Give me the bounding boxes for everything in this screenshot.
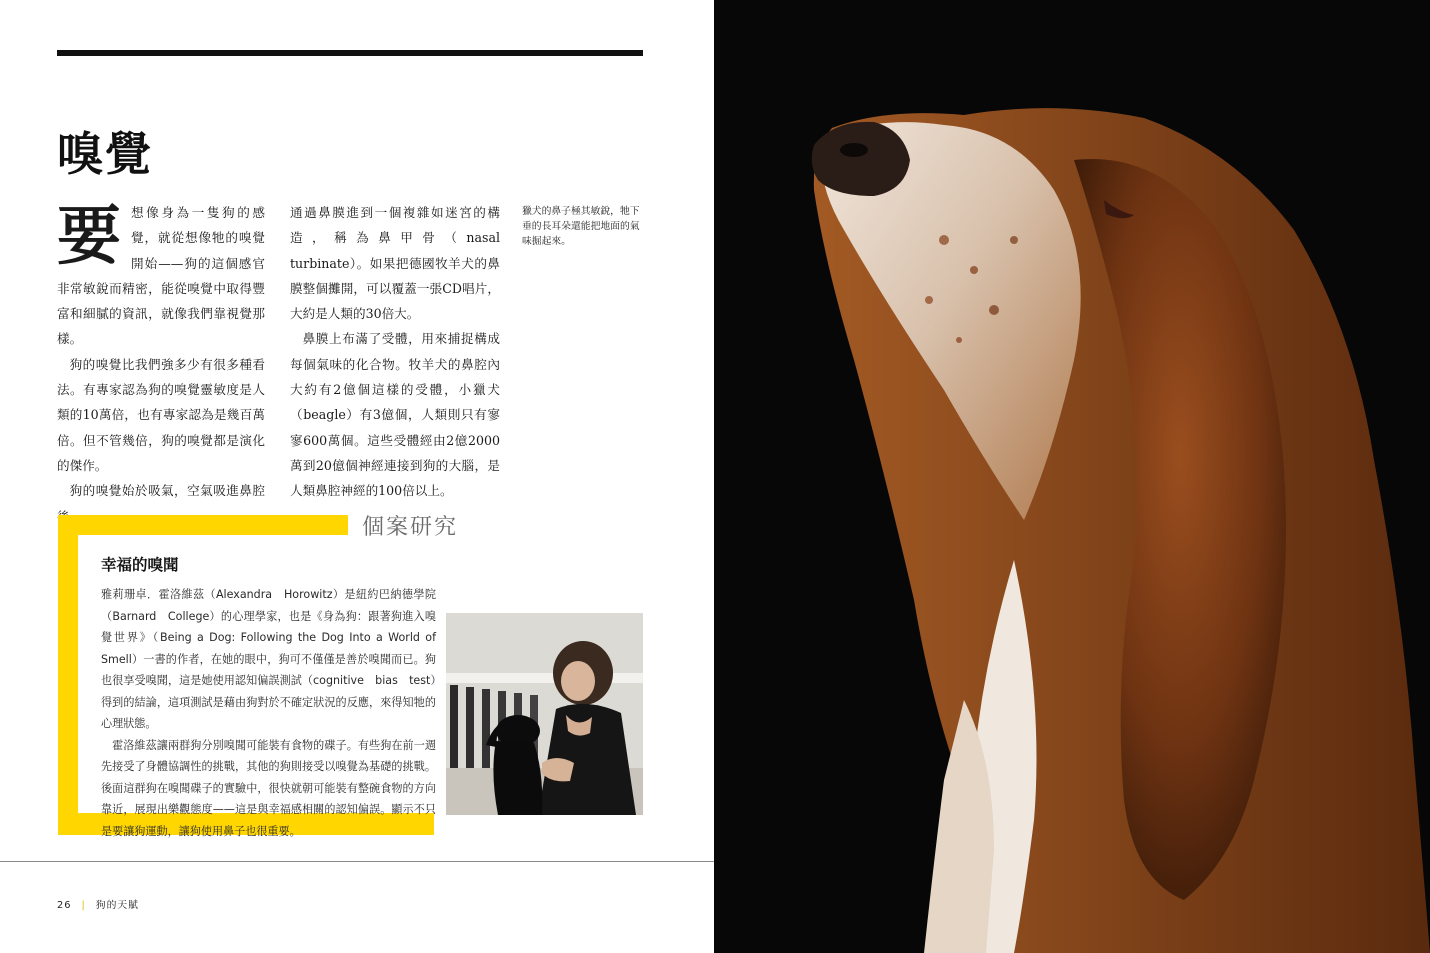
article-column-2 bbox=[290, 200, 500, 504]
top-rule bbox=[57, 50, 643, 56]
folio-separator: | bbox=[81, 900, 86, 911]
page-title: 嗅覺 bbox=[57, 127, 153, 181]
folio bbox=[57, 897, 139, 911]
case-study-photo bbox=[446, 613, 643, 815]
case-study-label: 個案研究 bbox=[362, 515, 459, 540]
case-frame-top bbox=[58, 515, 348, 535]
section-name: 狗的天賦 bbox=[95, 900, 139, 911]
photo-caption: 獵犬的鼻子極其敏銳，牠下垂的長耳朵還能把地面的氣味掘起來。 bbox=[522, 206, 640, 247]
article-paragraph: 通過鼻膜進到一個複雜如迷宮的構造，稱為鼻甲骨（nasal turbinate）。如果把德國牧羊犬的鼻膜整個攤開，可以覆蓋一張CD唱片，大約是人類的30倍大。 bbox=[290, 205, 500, 322]
article-paragraph: 狗的嗅覺始於吸氣，空氣吸進鼻腔 bbox=[69, 483, 265, 499]
basset-hound-illustration bbox=[714, 0, 1430, 953]
case-study-body bbox=[101, 584, 643, 842]
article-paragraph: 想像身為一隻狗的感覺，就從想像牠的嗅覺開始——狗的這個感官非常敏銳而精密，能從嗅覺中取得豐富和細膩的資訊，就像我們靠視覺那樣。 bbox=[57, 205, 265, 347]
drop-cap: 要 bbox=[57, 199, 121, 274]
case-study-title: 幸福的嗅聞 bbox=[101, 556, 179, 574]
article-paragraph: 狗的嗅覺比我們強多少有很多種看法。有專家認為狗的嗅覺靈敏度是人類的10萬倍，也有專家認為是幾百萬倍。但不管幾倍，狗的嗅覺都是演化的傑作。 bbox=[57, 356, 265, 473]
article-paragraph: 鼻膜上布滿了受體，用來捕捉構成每個氣味的化合物。牧羊犬的鼻腔內大約有2億個這樣的受體，小獵犬（beagle）有3億個，人類則只有寥寥600萬個。這些受體經由2億2000萬到20億個神經連接到狗的大腦，是人類鼻腔神經的100倍以上。 bbox=[290, 331, 500, 499]
case-frame-left bbox=[58, 515, 78, 835]
footer-rule bbox=[0, 861, 714, 862]
article-column-1 bbox=[57, 200, 265, 529]
case-study-paragraph: 霍洛維茲讓兩群狗分別嗅聞可能裝有食物的碟子。有些狗在前一週先接受了身體協調性的挑戰，其他的狗則接受以嗅覺為基礎的挑戰。後面這群狗在嗅聞碟子的實驗中，很快就朝可能裝有整碗食物的方向靠近，展現出樂觀態度——這是與幸福感相關的認知偏誤。顯示不只是要讓狗運動，讓狗使用鼻子也很重要。 bbox=[101, 738, 436, 838]
left-page bbox=[0, 0, 714, 953]
page-number: 26 bbox=[57, 900, 72, 911]
woman-with-dog-photo bbox=[446, 613, 643, 815]
case-study-paragraph: 雅莉珊卓．霍洛維茲（Alexandra Horowitz）是紐約巴納德學院（Barnard College）的心理學家，也是《身為狗：跟著狗進入嗅覺世界》（Being a Dog: Following the Dog Into a World of Smell）一書的作者，在她的眼中，狗可不僅僅是善於嗅聞而已。狗也很享受嗅聞，這是她使用認知偏誤測試（cognitive bias test）得到的結論，這項測試是藉由狗對於不確定狀況的反應，來得知牠的心理狀態。 bbox=[101, 588, 436, 730]
hero-photo bbox=[714, 0, 1430, 953]
